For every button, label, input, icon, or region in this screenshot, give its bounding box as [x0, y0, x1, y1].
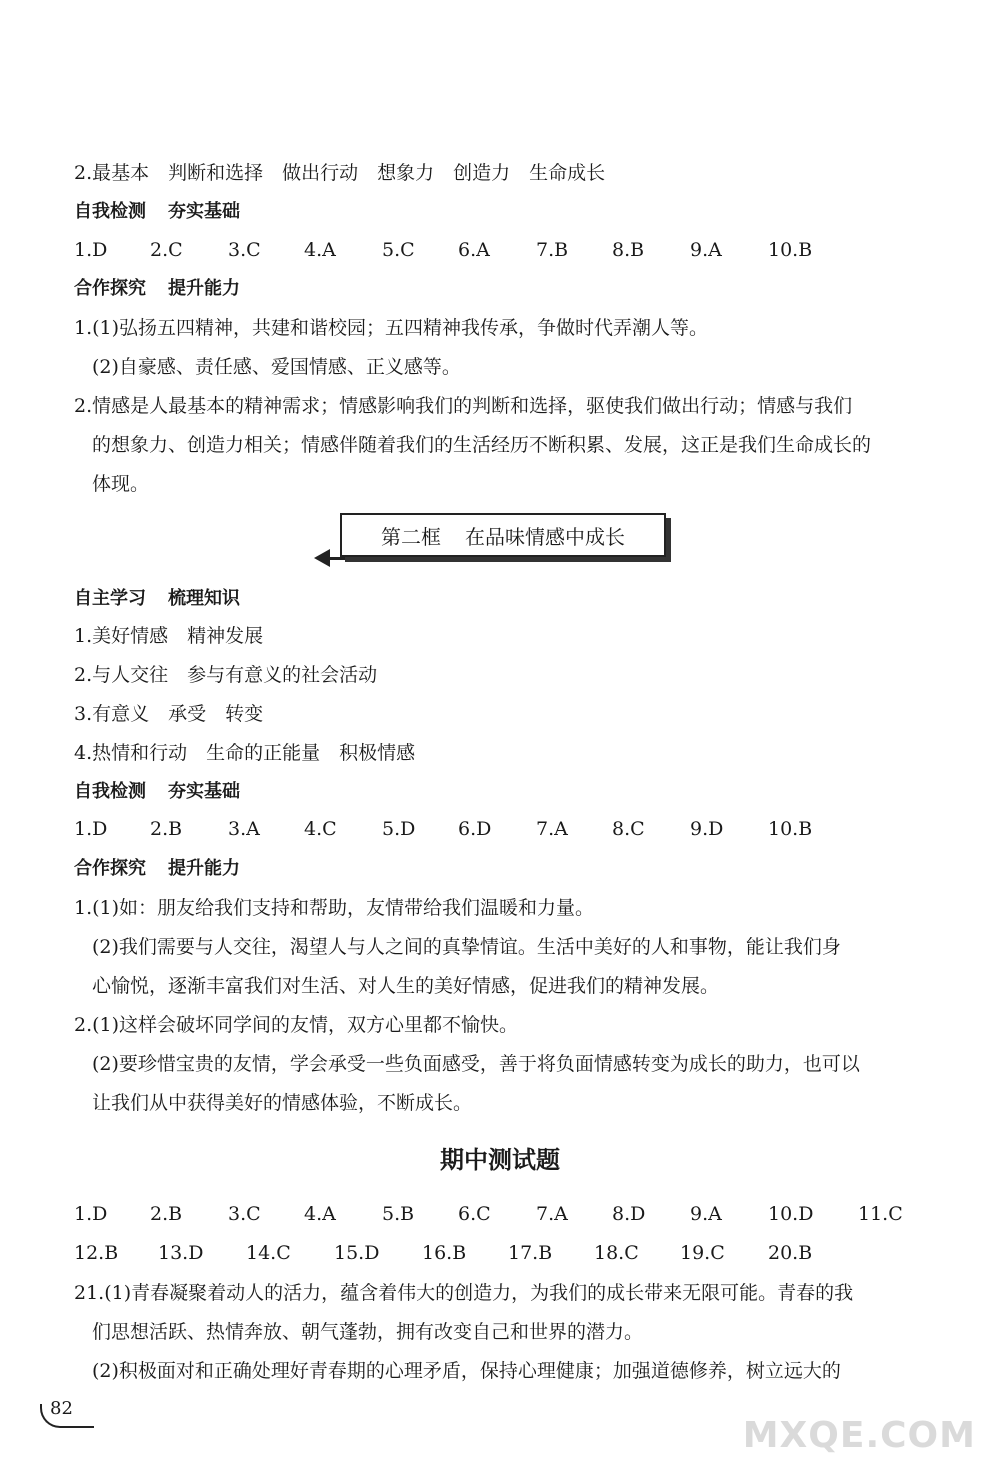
answer-item: 13.D	[158, 1242, 204, 1264]
answer-item: 6.C	[458, 1203, 491, 1225]
midterm-q21-part1-line: 21.(1)青春凝聚着动人的活力，蕴含着伟大的创造力，为我们的成长带来无限可能。青春的我	[74, 1282, 854, 1304]
sec2-item: 2.与人交往 参与有意义的社会活动	[74, 664, 378, 686]
sec2-item: 3.有意义 承受 转变	[74, 703, 264, 725]
sec2-q1-part2-line: (2)我们需要与人交往，渴望人与人之间的真挚情谊。生活中美好的人和事物，能让我们身	[92, 936, 841, 958]
answer-item: 1.D	[74, 1203, 108, 1225]
sec2-study-heading: 自主学习 梳理知识	[74, 588, 240, 609]
answer-item: 9.A	[690, 1203, 722, 1225]
answer-item: 6.A	[458, 239, 490, 261]
answer-item: 7.A	[536, 1203, 568, 1225]
sec1-coop-heading: 合作探究 提升能力	[74, 278, 240, 299]
sec2-coop-heading: 合作探究 提升能力	[74, 858, 240, 879]
answer-item: 12.B	[74, 1242, 119, 1264]
sec1-q1-part1: 1.(1)弘扬五四精神，共建和谐校园；五四精神我传承，争做时代弄潮人等。	[74, 317, 709, 339]
sec1-check-heading: 自我检测 夯实基础	[74, 201, 240, 222]
answer-item: 18.C	[594, 1242, 639, 1264]
answer-item: 6.D	[458, 818, 492, 840]
answer-item: 17.B	[508, 1242, 553, 1264]
sec1-q2-line: 的想象力、创造力相关；情感伴随着我们的生活经历不断积累、发展，这正是我们生命成长的	[92, 434, 872, 456]
answer-item: 2.C	[150, 239, 183, 261]
sec1-q2-line: 体现。	[92, 473, 150, 495]
answer-item: 4.C	[304, 818, 337, 840]
answer-item: 9.D	[690, 818, 724, 840]
answer-item: 4.A	[304, 239, 336, 261]
midterm-title: 期中测试题	[440, 1146, 560, 1174]
sec2-q2-part2-line: (2)要珍惜宝贵的友情，学会承受一些负面感受，善于将负面情感转变为成长的助力，也可以	[92, 1053, 860, 1075]
answer-item: 5.C	[382, 239, 415, 261]
answer-item: 3.C	[228, 239, 261, 261]
page-number: 82	[50, 1398, 73, 1419]
answer-item: 10.B	[768, 239, 813, 261]
sec1-q1-part2: (2)自豪感、责任感、爱国情感、正义感等。	[92, 356, 461, 378]
banner-underline	[326, 557, 666, 560]
answer-item: 7.B	[536, 239, 569, 261]
arrow-left-icon	[314, 549, 330, 567]
sec1-q2-line: 2.情感是人最基本的精神需求；情感影响我们的判断和选择，驱使我们做出行动；情感与我们	[74, 395, 853, 417]
sec2-q1-part2-line: 心愉悦，逐渐丰富我们对生活、对人生的美好情感，促进我们的精神发展。	[92, 975, 720, 997]
answer-item: 2.B	[150, 1203, 183, 1225]
sec2-answer-row	[74, 818, 940, 844]
answer-item: 19.C	[680, 1242, 725, 1264]
sec2-q2-part1: 2.(1)这样会破坏同学间的友情，双方心里都不愉快。	[74, 1014, 519, 1036]
midterm-q21-part1-line: 们思想活跃、热情奔放、朝气蓬勃，拥有改变自己和世界的潜力。	[92, 1321, 644, 1343]
midterm-answer-row-2	[74, 1242, 940, 1268]
watermark-logo: MXQE.COM	[742, 1415, 976, 1456]
answer-item: 5.D	[382, 818, 416, 840]
answer-item: 5.B	[382, 1203, 415, 1225]
midterm-answer-row-1	[74, 1203, 940, 1229]
answer-item: 8.D	[612, 1203, 646, 1225]
answer-item: 2.B	[150, 818, 183, 840]
sec2-item: 4.热情和行动 生命的正能量 积极情感	[74, 742, 416, 764]
sec2-check-heading: 自我检测 夯实基础	[74, 781, 240, 802]
answer-item: 15.D	[334, 1242, 380, 1264]
answer-item: 14.C	[246, 1242, 291, 1264]
answer-item: 1.D	[74, 239, 108, 261]
answer-item: 8.B	[612, 239, 645, 261]
answer-item: 10.D	[768, 1203, 814, 1225]
answer-item: 4.A	[304, 1203, 336, 1225]
sec1-item-2: 2.最基本 判断和选择 做出行动 想象力 创造力 生命成长	[74, 162, 606, 184]
answer-item: 7.A	[536, 818, 568, 840]
sec1-answer-row	[74, 239, 940, 265]
answer-item: 11.C	[858, 1203, 903, 1225]
answer-item: 3.C	[228, 1203, 261, 1225]
sec2-q2-part2-line: 让我们从中获得美好的情感体验，不断成长。	[92, 1092, 473, 1114]
answer-item: 10.B	[768, 818, 813, 840]
answer-item: 1.D	[74, 818, 108, 840]
answer-item: 9.A	[690, 239, 722, 261]
midterm-q21-part2: (2)积极面对和正确处理好青春期的心理矛盾，保持心理健康；加强道德修养，树立远大的	[92, 1360, 841, 1382]
answer-item: 3.A	[228, 818, 260, 840]
section-banner: 第二框 在品味情感中成长	[340, 513, 666, 557]
answer-item: 20.B	[768, 1242, 813, 1264]
sec2-item: 1.美好情感 精神发展	[74, 625, 264, 647]
sec2-q1-part1: 1.(1)如：朋友给我们支持和帮助，友情带给我们温暖和力量。	[74, 897, 595, 919]
answer-item: 8.C	[612, 818, 645, 840]
answer-item: 16.B	[422, 1242, 467, 1264]
